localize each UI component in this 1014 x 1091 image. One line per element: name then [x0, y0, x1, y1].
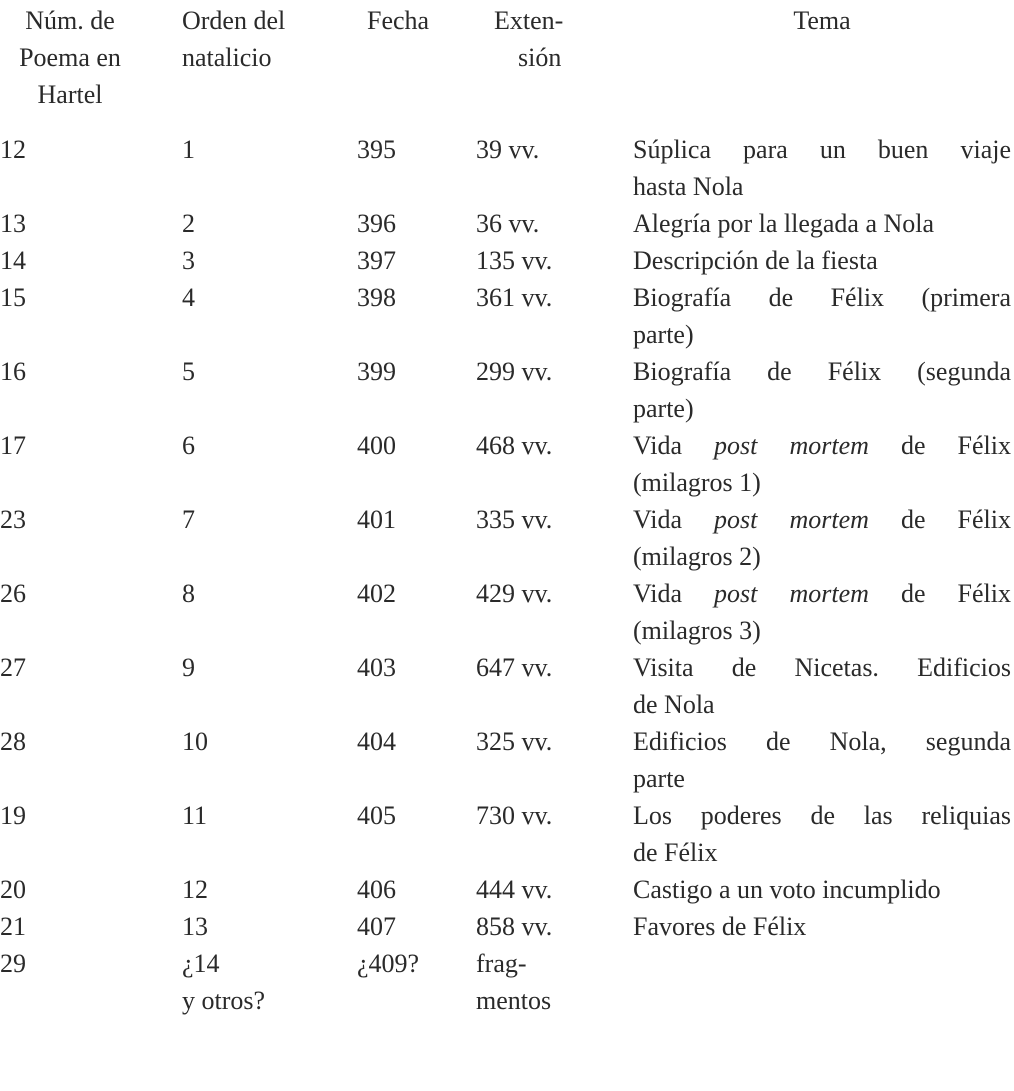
- header-theme: Tema: [793, 6, 851, 35]
- theme: Los poderes de las reliquias de Félix: [633, 801, 1011, 867]
- order-number: 1: [182, 135, 195, 164]
- theme: Visita de Nicetas. Edificios de Nola: [633, 653, 1011, 719]
- date: 399: [357, 357, 396, 386]
- poem-number: 27: [0, 653, 26, 682]
- length: 361 vv.: [476, 283, 553, 312]
- date: 396: [357, 209, 396, 238]
- order-number: 4: [182, 283, 195, 312]
- date: 406: [357, 875, 396, 904]
- order-number: 9: [182, 653, 195, 682]
- theme: Vida post mortem de Félix (milagros 1): [633, 431, 1011, 497]
- date: 400: [357, 431, 396, 460]
- poem-number: 26: [0, 579, 26, 608]
- date: ¿409?: [357, 949, 420, 978]
- date: 405: [357, 801, 396, 830]
- length: 39 vv.: [476, 135, 540, 164]
- header-length: Exten- sión: [494, 6, 564, 72]
- length: 468 vv.: [476, 431, 553, 460]
- poem-number: 13: [0, 209, 26, 238]
- theme: Vida post mortem de Félix (milagros 2): [633, 505, 1011, 571]
- theme: Biografía de Félix (primera parte): [633, 283, 1011, 349]
- theme: Descripción de la fiesta: [633, 246, 878, 275]
- date: 397: [357, 246, 396, 275]
- order-number: ¿14 y otros?: [182, 949, 266, 1015]
- poem-number: 16: [0, 357, 26, 386]
- poem-number: 17: [0, 431, 26, 460]
- header-poem-number: Núm. de Poema en Hartel: [19, 6, 121, 109]
- length: 730 vv.: [476, 801, 553, 830]
- order-number: 13: [182, 912, 208, 941]
- date: 402: [357, 579, 396, 608]
- header-order: Orden del natalicio: [182, 6, 286, 72]
- date: 398: [357, 283, 396, 312]
- length: 135 vv.: [476, 246, 553, 275]
- order-number: 8: [182, 579, 195, 608]
- poem-number: 28: [0, 727, 26, 756]
- order-number: 5: [182, 357, 195, 386]
- theme: Súplica para un buen viaje hasta Nola: [633, 135, 1011, 201]
- date: 403: [357, 653, 396, 682]
- length: 444 vv.: [476, 875, 553, 904]
- poem-number: 20: [0, 875, 26, 904]
- length: frag- mentos: [476, 949, 552, 1015]
- date: 404: [357, 727, 396, 756]
- poem-number: 14: [0, 246, 26, 275]
- theme: Castigo a un voto incumplido: [633, 875, 941, 904]
- date: 401: [357, 505, 396, 534]
- poem-number: 23: [0, 505, 26, 534]
- order-number: 2: [182, 209, 195, 238]
- date: 395: [357, 135, 396, 164]
- order-number: 7: [182, 505, 195, 534]
- header-date: Fecha: [367, 6, 430, 35]
- length: 325 vv.: [476, 727, 553, 756]
- poem-number: 21: [0, 912, 26, 941]
- order-number: 11: [182, 801, 208, 830]
- order-number: 12: [182, 875, 208, 904]
- length: 429 vv.: [476, 579, 553, 608]
- poem-number: 29: [0, 949, 26, 978]
- order-number: 6: [182, 431, 195, 460]
- theme: Biografía de Félix (segunda parte): [633, 357, 1011, 423]
- theme: Alegría por la llegada a Nola: [633, 209, 935, 238]
- theme: Vida post mortem de Félix (milagros 3): [633, 579, 1011, 645]
- length: 335 vv.: [476, 505, 553, 534]
- length: 36 vv.: [476, 209, 540, 238]
- length: 858 vv.: [476, 912, 553, 941]
- order-number: 3: [182, 246, 195, 275]
- poem-number: 15: [0, 283, 26, 312]
- length: 647 vv.: [476, 653, 553, 682]
- theme: Edificios de Nola, segunda parte: [633, 727, 1011, 793]
- theme: Favores de Félix: [633, 912, 807, 941]
- date: 407: [357, 912, 396, 941]
- poem-number: 12: [0, 135, 26, 164]
- poem-number: 19: [0, 801, 26, 830]
- length: 299 vv.: [476, 357, 553, 386]
- order-number: 10: [182, 727, 208, 756]
